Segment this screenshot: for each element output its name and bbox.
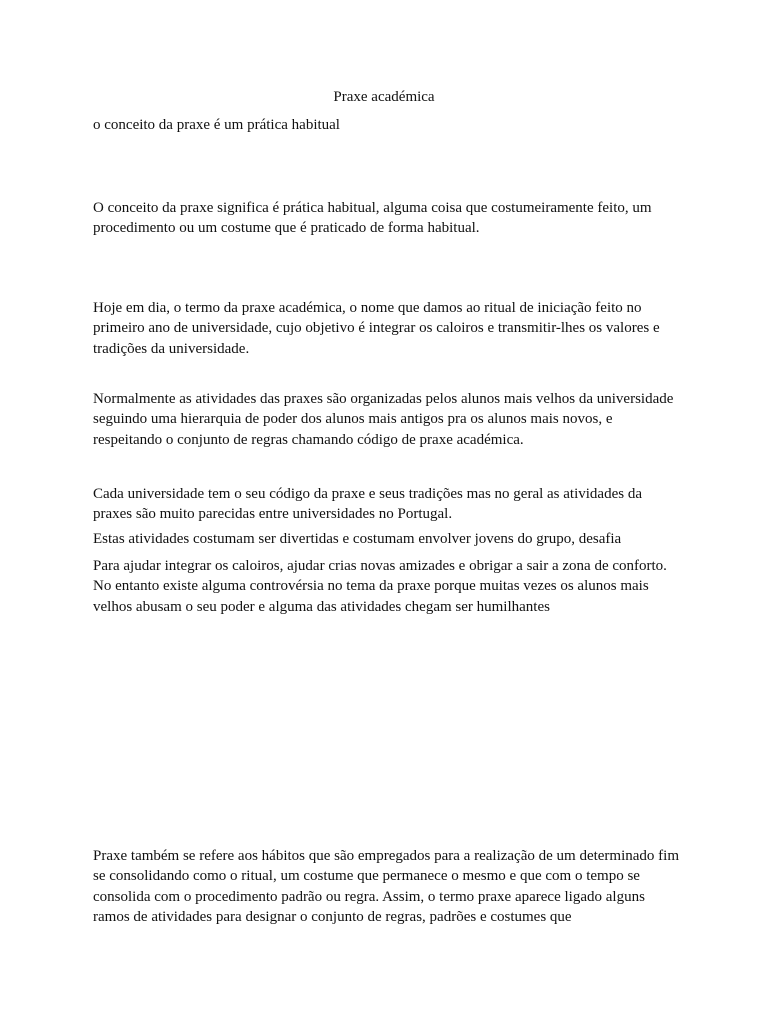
paragraph-integration: Para ajudar integrar os caloiros, ajudar crias novas amizades e obrigar a sair a zona de conforto. No entanto existe alguma controvérsia no tema da praxe porque muitas vezes os alunos mais velhos abusam o seu poder e alguma das atividades chegam ser humilhantes (93, 558, 667, 615)
paragraph-habits: Praxe também se refere aos hábitos que são empregados para a realização de um determinado fim se consolidando como o ritual, um costume que permanece o mesmo e que com o tempo se consolida com o procedimento padrão ou regra. Assim, o termo praxe aparece ligado alguns ramos de atividades para designar o conjunto de regras, padrões e costumes que (93, 848, 679, 925)
document-title: Praxe académica (333, 89, 435, 105)
paragraph-definition: O conceito da praxe significa é prática habitual, alguma coisa que costumeiramente feito, um procedimento ou um costume que é praticado de forma habitual. (93, 200, 652, 237)
paragraph-activities: Estas atividades costumam ser divertidas e costumam envolver jovens do grupo, desafia (93, 531, 622, 547)
paragraph-today: Hoje em dia, o termo da praxe académica, o nome que damos ao ritual de iniciação feito no primeiro ano de universidade, cujo objetivo é integrar os caloiros e transmitir-lhes os valores e tradições da universidade. (93, 300, 660, 357)
paragraph-subtitle: o conceito da praxe é um prática habitual (93, 117, 340, 133)
paragraph-university-code: Cada universidade tem o seu código da praxe e seus tradições mas no geral as atividades da praxes são muito parecidas entre universidades no Portugal. (93, 486, 642, 523)
paragraph-organization: Normalmente as atividades das praxes são organizadas pelos alunos mais velhos da universidade seguindo uma hierarquia de poder dos alunos mais antigos pra os alunos mais novos, e respeitando o conjunto de regras chamando código de praxe académica. (93, 391, 674, 448)
